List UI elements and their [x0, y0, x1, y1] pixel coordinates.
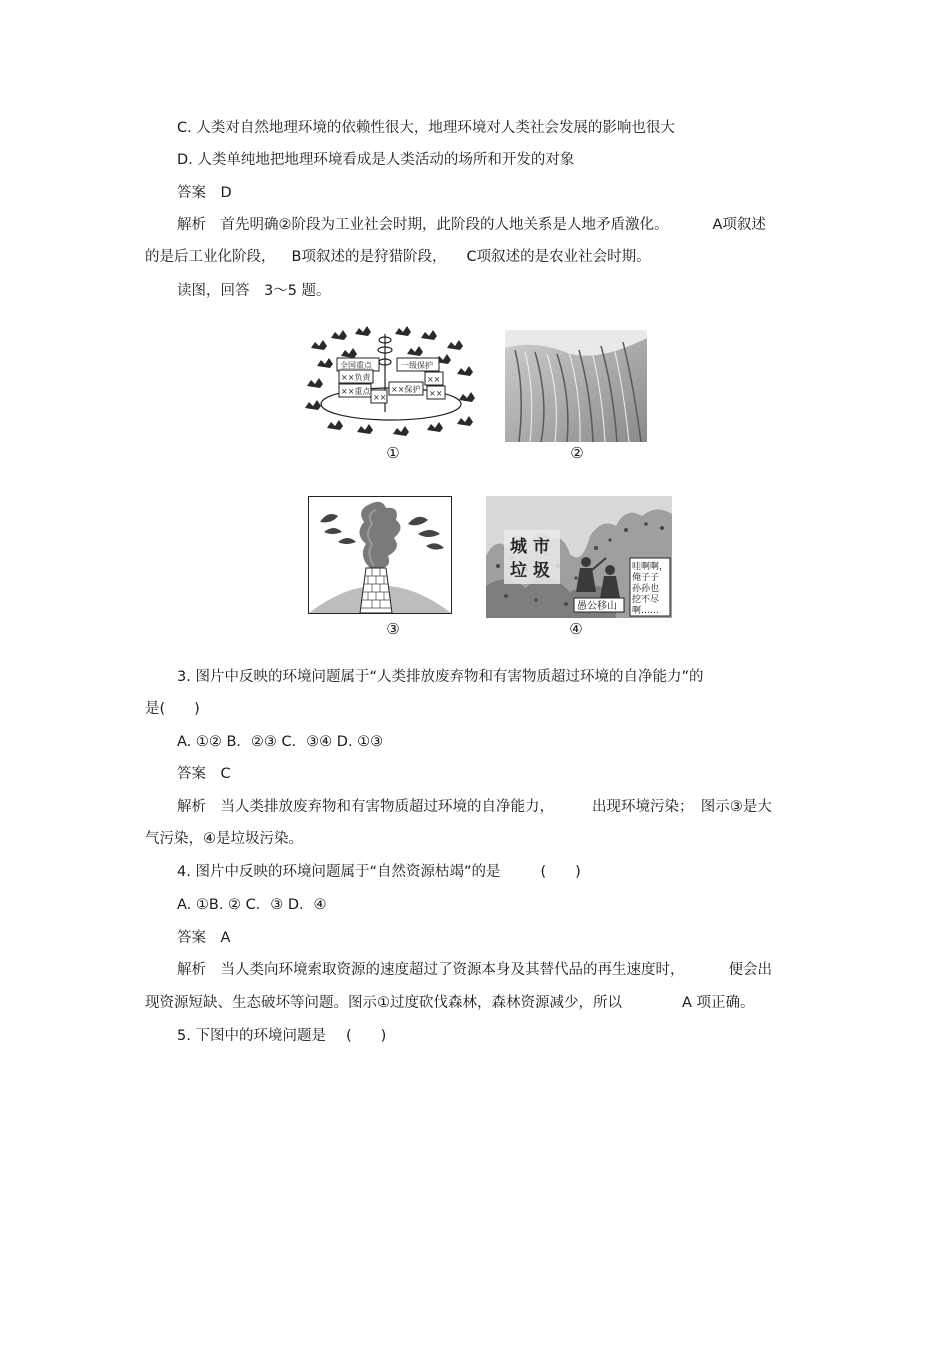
figure-urban-garbage — [486, 496, 672, 618]
figure-air-pollution — [308, 496, 452, 614]
option-c-text: C. 人类对自然地理环境的依赖性很大，地理环境对人类社会发展的影响也很大 — [177, 120, 675, 136]
title-garbage: 垃 圾 — [510, 561, 550, 581]
sign-7-text: ×× — [427, 375, 441, 384]
option-d-text: D. 人类单纯地把地理环境看成是人类活动的场所和开发的对象 — [177, 152, 575, 168]
sign-3-text: 一级保护 — [401, 361, 433, 370]
explanation-4-part3: 现资源短缺、生态破坏等问题。图示①过度砍伐森林，森林资源减少，所以 — [145, 995, 622, 1011]
explanation-3-line2: 气污染，④是垃圾污染。 — [145, 831, 303, 847]
question-3-line1: 3. 图片中反映的环境问题属于“人类排放废弃物和有害物质超过环境的自净能力”的 — [177, 669, 704, 685]
question-4-stem: 4. 图片中反映的环境问题属于“自然资源枯竭”的是 — [177, 864, 501, 880]
question-5-line — [177, 1027, 386, 1045]
caption-1: ① — [386, 444, 400, 462]
question-4-options: A. ①B. ② C．③ D．④ — [177, 897, 327, 913]
speech-line-4: 挖不尽 — [632, 595, 660, 605]
explanation-4-part2: 便会出 — [728, 962, 772, 978]
explanation-2-part4: B项叙述的是狩猎阶段， — [291, 249, 447, 265]
explanation-2-part3: 的是后工业化阶段， — [145, 249, 276, 265]
explanation-4-line1 — [177, 961, 772, 979]
figure-deforestation — [305, 322, 477, 440]
chimney — [360, 568, 392, 613]
explanation-4-part4: A 项正确。 — [682, 995, 755, 1011]
explanation-2-part1: 解析 首先明确②阶段为工业社会时期，此阶段的人地关系是人地矛盾激化。 — [177, 217, 669, 233]
sign-6-text: ××保护 — [391, 385, 421, 394]
question-4-blank: ( ) — [540, 864, 581, 880]
explanation-2-line2 — [145, 248, 651, 266]
explanation-3-part1: 解析 当人类排放废弃物和有害物质超过环境的自净能力， — [177, 799, 554, 815]
sign-8-text: ×× — [429, 389, 443, 398]
caption-3: ③ — [386, 620, 400, 638]
question-5-stem: 5. 下图中的环境问题是 — [177, 1028, 326, 1044]
question-5-blank: ( ) — [345, 1028, 387, 1044]
explanation-3-line1 — [177, 798, 772, 816]
sign-4-text: ××重点 — [341, 387, 371, 396]
title-city: 城 市 — [510, 537, 550, 557]
figure-soil-erosion — [505, 330, 647, 442]
caption-4: ④ — [569, 620, 583, 638]
speech-line-3: 孙孙也 — [632, 584, 660, 594]
speech-line-5: 啊…… — [632, 606, 660, 616]
question-3-options: A. ①② B．②③ C．③④ D. ①③ — [177, 734, 384, 750]
question-3-line2: 是( ) — [145, 701, 200, 717]
read-figure-prompt: 读图，回答 3～5 题。 — [177, 283, 331, 299]
sign-1-text: 全国重点 — [340, 361, 372, 370]
explanation-4-part1: 解析 当人类向环境索取资源的速度超过了资源本身及其替代品的再生速度时， — [177, 962, 685, 978]
caption-2: ② — [570, 444, 584, 462]
explanation-2-part2: A项叙述 — [712, 217, 766, 233]
speech-line-2: 俺子子 — [632, 573, 660, 583]
explanation-2-line1 — [177, 216, 766, 234]
answer-2: 答案 D — [177, 185, 232, 201]
explanation-4-line2 — [145, 994, 755, 1012]
sign-5-text: ×× — [373, 393, 387, 402]
explanation-2-part5: C项叙述的是农业社会时期。 — [466, 249, 651, 265]
answer-4: 答案 A — [177, 930, 231, 946]
answer-3: 答案 C — [177, 766, 231, 782]
explanation-3-part2: 出现环境污染； 图示③是大 — [592, 799, 772, 815]
speech-line-1: 哇啊啊， — [632, 562, 669, 572]
question-4-line — [177, 863, 581, 881]
tag-text: 愚公移山 — [577, 601, 617, 612]
sign-2-text: ××负责 — [341, 373, 371, 382]
